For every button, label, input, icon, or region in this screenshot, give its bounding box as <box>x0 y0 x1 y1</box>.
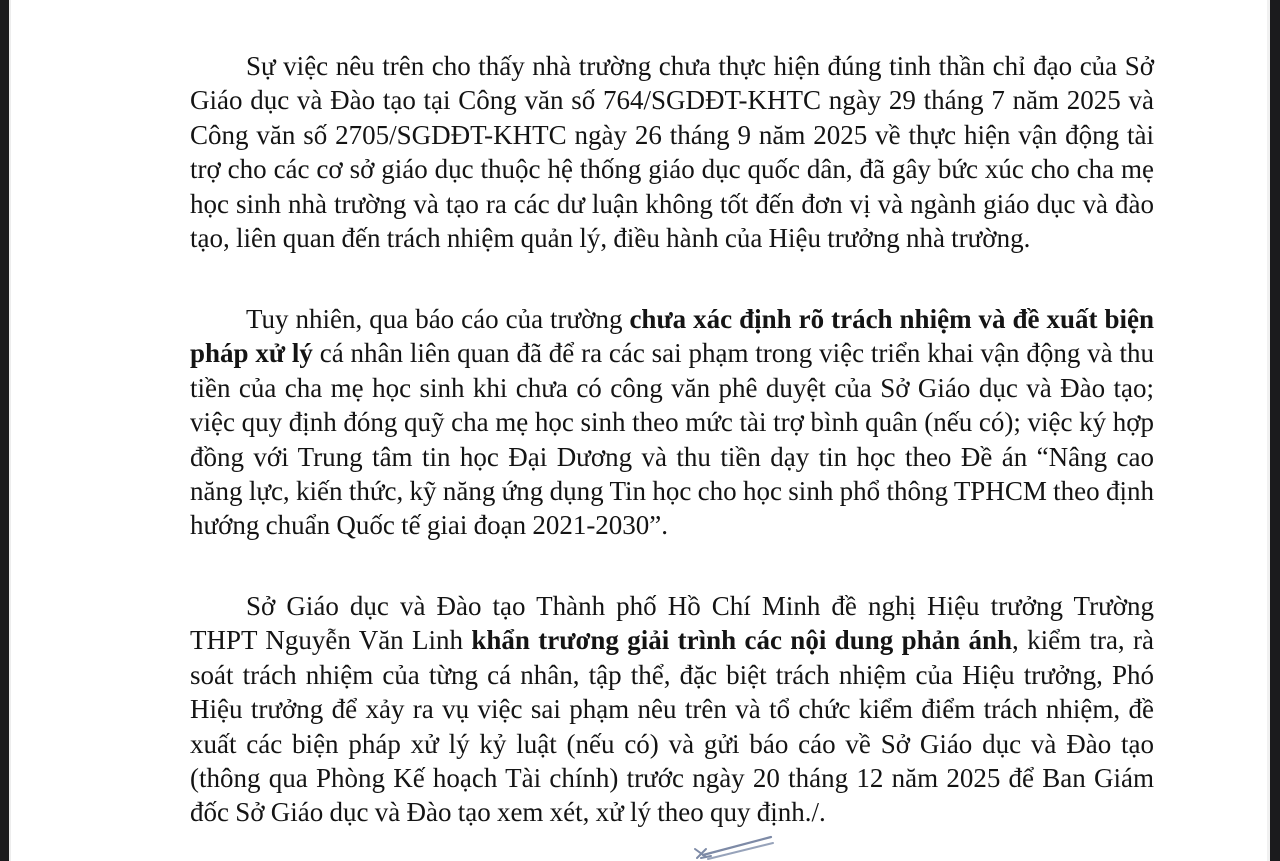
paragraph-2 <box>190 302 1154 543</box>
text-run: cá nhân liên quan đã để ra các sai phạm trong việc triển khai vận động và thu tiền của cha mẹ học sinh khi chưa có công văn phê duyệt của Sở Giáo dục và Đào tạo; việc quy định đóng quỹ cha mẹ học sinh theo mức tài trợ bình quân (nếu có); việc ký hợp đồng với Trung tâm tin học Đại Dương và thu tiền dạy tin học theo Đề án “Nâng cao năng lực, kiến thức, kỹ năng ứng dụng Tin học cho học sinh phổ thông TPHCM theo định hướng chuẩn Quốc tế giai đoạn 2021-2030”. <box>190 338 1154 541</box>
text-run: Sự việc nêu trên cho thấy nhà trường chưa thực hiện đúng tinh thần chỉ đạo của Sở Giáo dục và Đào tạo tại Công văn số 764/SGDĐT-KHTC ngày 29 tháng 7 năm 2025 và Công văn số 2705/SGDĐT-KHTC ngày 26 tháng 9 năm 2025 về thực hiện vận động tài trợ cho các cơ sở giáo dục thuộc hệ thống giáo dục quốc dân, đã gây bức xúc cho cha mẹ học sinh nhà trường và tạo ra các dư luận không tốt đến đơn vị và ngành giáo dục và đào tạo, liên quan đến trách nhiệm quản lý, điều hành của Hiệu trưởng nhà trường. <box>190 51 1154 254</box>
bold-text-run: khẩn trương giải trình các nội dung phản ánh <box>471 625 1013 656</box>
paragraph-1 <box>190 49 1154 255</box>
text-run: Tuy nhiên, qua báo cáo của trường <box>246 304 630 334</box>
text-run: , kiểm tra, rà soát trách nhiệm của từng cá nhân, tập thể, đặc biệt trách nhiệm của Hiệu trưởng, Phó Hiệu trưởng để xảy ra vụ việc sai phạm nêu trên và tổ chức kiểm điểm trách nhiệm, đề xuất các biện pháp xử lý kỷ luật (nếu có) và gửi báo cáo về Sở Giáo dục và Đào tạo (thông qua Phòng Kế hoạch Tài chính) trước ngày 20 tháng 12 năm 2025 để Ban Giám đốc Sở Giáo dục và Đào tạo xem xét, xử lý theo quy định./. <box>190 625 1155 828</box>
signature-flourish-icon <box>693 831 777 861</box>
bold-text-run: chưa xác định rõ trách nhiệm và đề xuất biện pháp xử lý <box>190 304 1154 369</box>
text-run: Sở Giáo dục và Đào tạo Thành phố Hồ Chí Minh đề nghị Hiệu trưởng Trường THPT Nguyễn Văn Linh <box>190 591 1154 656</box>
left-edge-bar <box>0 0 11 861</box>
paragraph-3 <box>190 589 1154 830</box>
right-edge-bar <box>1267 0 1280 861</box>
